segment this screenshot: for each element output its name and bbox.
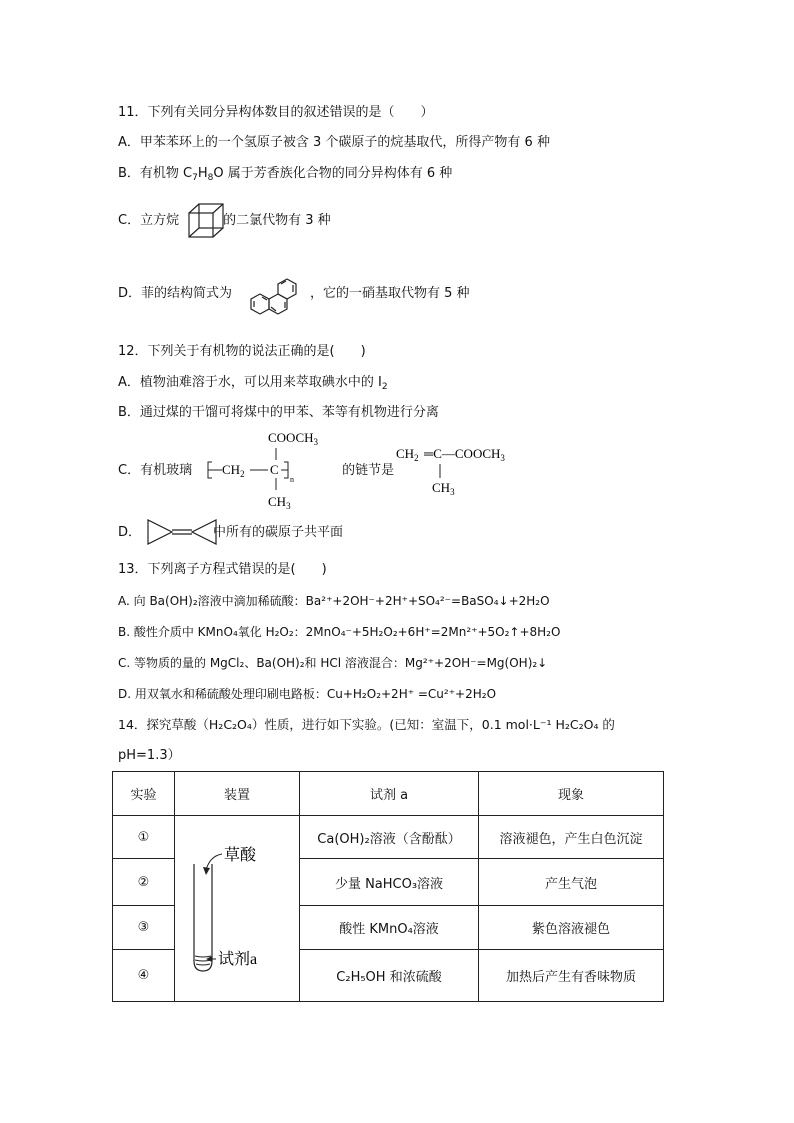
test-tube-apparatus-diagram (182, 834, 292, 984)
q12-c-text2: 的链节是 (342, 463, 395, 478)
pmma-main-chain: $CH_2$ (222, 462, 245, 479)
row-reagent: C₂H₅OH 和浓硫酸 (300, 950, 479, 1002)
q12-option-d: D． 中所有的碳原子共平面 (118, 525, 344, 540)
q12-stem: 12．下列关于有机物的说法正确的是( ) (118, 344, 366, 359)
q13-stem: 13．下列离子方程式错误的是( ) (118, 562, 327, 577)
q11-c-text2: 的二氯代物有 3 种 (223, 213, 331, 228)
q12-c-text1: C．有机玻璃 (118, 463, 193, 478)
row-phenomenon: 紫色溶液褪色 (479, 906, 664, 950)
row-number: ① (113, 816, 175, 859)
bicyclopropylidene-structure-icon (144, 517, 220, 547)
phenanthrene-structure-icon (240, 262, 320, 328)
row-phenomenon: 产生气泡 (479, 859, 664, 906)
q11-b-text2: H (197, 166, 208, 181)
q12-a-text: A．植物油难溶于水，可以用来萃取碘水中的 I (118, 375, 382, 390)
q13-option-b: B. 酸性介质中 KMnO₄氧化 H₂O₂：2MnO₄⁻+5H₂O₂+6H⁺=2Mn²⁺+5O₂↑+8H₂O (118, 625, 561, 639)
row-phenomenon: 加热后产生有香味物质 (479, 950, 664, 1002)
header-apparatus: 装置 (175, 772, 300, 816)
q14-stem: 14．探究草酸（H₂C₂O₄）性质，进行如下实验。(已知：室温下，0.1 mol·L⁻¹ H₂C₂O₄ 的 (118, 717, 615, 732)
q11-c-text1: C．立方烷 (118, 213, 180, 228)
q13-option-d: D. 用双氧水和稀硫酸处理印刷电路板：Cu+H₂O₂+2H⁺ =Cu²⁺+2H₂O (118, 687, 497, 701)
row-phenomenon: 溶液褪色，产生白色沉淀 (479, 816, 664, 859)
q11-b-sub1: 7 (192, 173, 198, 183)
row-number: ③ (113, 906, 175, 950)
oxalic-acid-label: 草酸 (224, 846, 257, 864)
header-experiment: 实验 (113, 772, 175, 816)
pmma-top-group: $COOCH_3$ (268, 430, 319, 447)
q11-b-text1: B．有机物 C (118, 166, 193, 181)
header-phenomenon: 现象 (479, 772, 664, 816)
q12-option-a (118, 374, 388, 396)
table-row (113, 816, 664, 859)
pmma-polymer-structure (204, 426, 336, 512)
q13-option-c: C. 等物质的量的 MgCl₂、Ba(OH)₂和 HCl 溶液混合：Mg²⁺+2OH⁻=Mg(OH)₂↓ (118, 656, 548, 670)
table-header-row (113, 772, 664, 816)
pmma-quaternary-c: C (270, 462, 279, 477)
row-number: ② (113, 859, 175, 906)
experiment-table (112, 771, 664, 1002)
q12-option-b: B．通过煤的干馏可将煤中的甲苯、苯等有机物进行分离 (118, 405, 439, 420)
row-reagent: Ca(OH)₂溶液（含酚酞） (300, 816, 479, 859)
q11-b-text3: O 属于芳香族化合物的同分异构体有 6 种 (213, 166, 453, 181)
q12-a-sub: 2 (381, 382, 388, 392)
cubane-structure-icon (186, 201, 228, 241)
q11-b-sub2: 8 (207, 173, 214, 183)
q11-stem: 11．下列有关同分异构体数目的叙述错误的是（ ） (118, 105, 434, 120)
reagent-a-label: 试剂a (218, 950, 258, 968)
q13-option-a: A. 向 Ba(OH)₂溶液中滴加稀硫酸：Ba²⁺+2OH⁻+2H⁺+SO₄²⁻=BaSO₄↓+2H₂O (118, 594, 550, 608)
methyl-methacrylate-structure (394, 442, 544, 498)
row-reagent: 酸性 KMnO₄溶液 (300, 906, 479, 950)
mma-ch2: $CH_2$ (396, 446, 419, 463)
row-reagent: 少量 NaHCO₃溶液 (300, 859, 479, 906)
header-reagent: 试剂 a (300, 772, 479, 816)
q11-d-text1: D．菲的结构简式为 (118, 286, 233, 301)
apparatus-cell (175, 816, 300, 1002)
q14-stem-line2: pH=1.3） (118, 748, 181, 763)
pmma-n-subscript: n (290, 475, 294, 484)
q11-d-text2: ，它的一硝基取代物有 5 种 (310, 286, 470, 301)
mma-ch3: $CH_3$ (432, 480, 455, 497)
pmma-bottom-group: $CH_3$ (268, 494, 291, 511)
q11-option-b (118, 165, 452, 187)
row-number: ④ (113, 950, 175, 1002)
q11-option-a: A．甲苯苯环上的一个氢原子被含 3 个碳原子的烷基取代，所得产物有 6 种 (118, 135, 550, 150)
mma-chain: $═C—COOCH_3$ (424, 446, 505, 463)
q12-d-text: 中所有的碳原子共平面 (213, 525, 344, 540)
